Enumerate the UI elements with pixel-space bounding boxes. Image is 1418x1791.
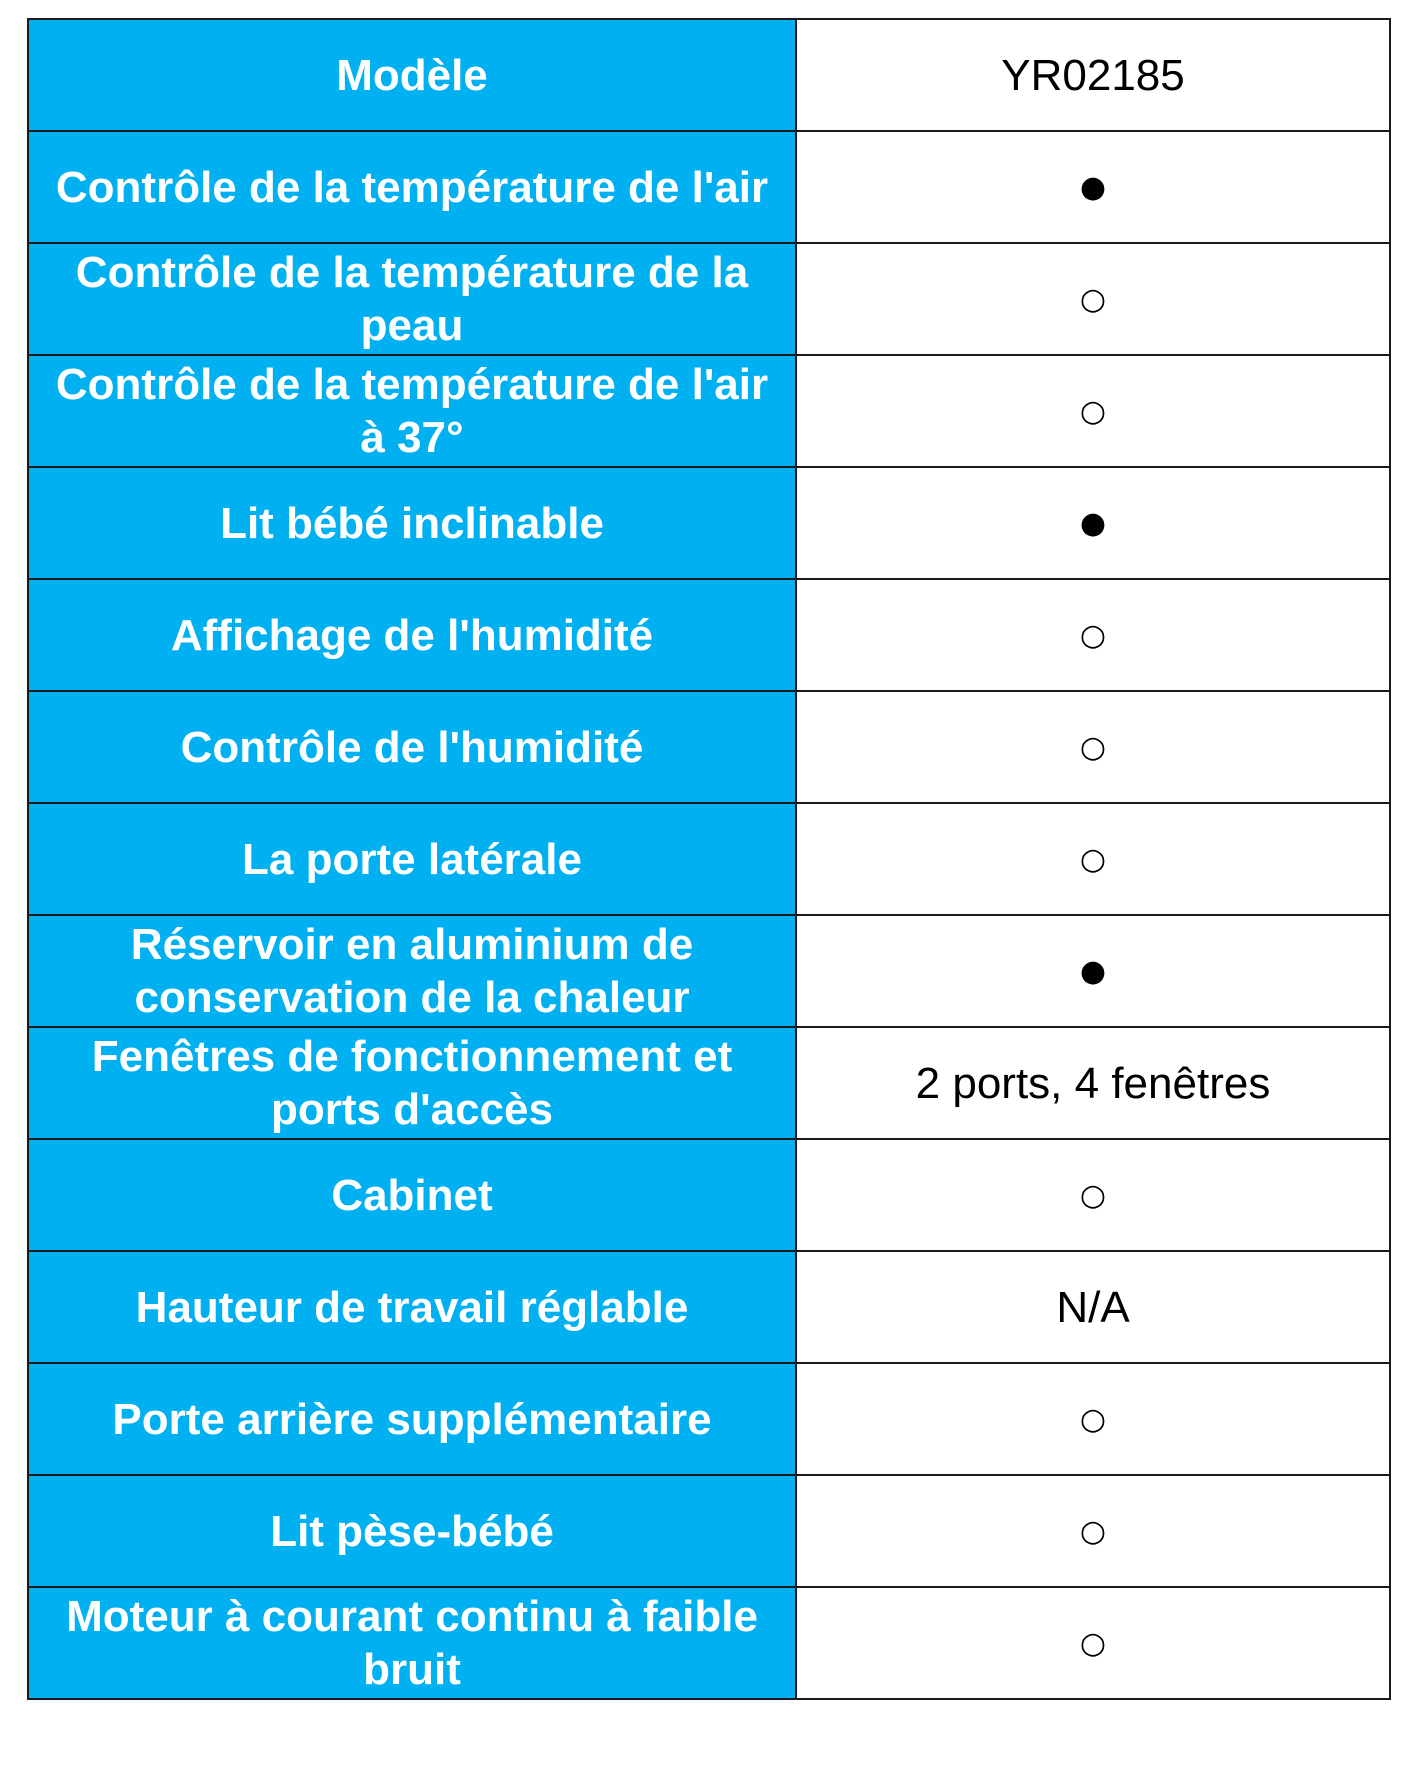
- spec-value-indicator: ○: [796, 1587, 1390, 1699]
- table-row: [28, 1027, 1390, 1139]
- spec-value-indicator: ○: [796, 1139, 1390, 1251]
- spec-label: Porte arrière supplémentaire: [28, 1363, 796, 1475]
- spec-value-indicator: ○: [796, 243, 1390, 355]
- spec-value-indicator: ●: [796, 131, 1390, 243]
- spec-value-indicator: ●: [796, 915, 1390, 1027]
- spec-label: Lit pèse-bébé: [28, 1475, 796, 1587]
- spec-value: N/A: [796, 1251, 1390, 1363]
- spec-label: Réservoir en aluminium de conservation de la chaleur: [28, 915, 796, 1027]
- spec-value-indicator: ○: [796, 1363, 1390, 1475]
- spec-value-indicator: ○: [796, 1475, 1390, 1587]
- table-row: [28, 243, 1390, 355]
- spec-label: Moteur à courant continu à faible bruit: [28, 1587, 796, 1699]
- table-row: [28, 915, 1390, 1027]
- spec-value-indicator: ○: [796, 803, 1390, 915]
- spec-label: Modèle: [28, 19, 796, 131]
- spec-value: 2 ports, 4 fenêtres: [796, 1027, 1390, 1139]
- spec-label: Contrôle de la température de la peau: [28, 243, 796, 355]
- spec-value-indicator: ●: [796, 467, 1390, 579]
- spec-label: Cabinet: [28, 1139, 796, 1251]
- table-row: [28, 579, 1390, 691]
- table-row: [28, 131, 1390, 243]
- table-row: [28, 1587, 1390, 1699]
- table-row: [28, 691, 1390, 803]
- spec-label: Contrôle de la température de l'air à 37°: [28, 355, 796, 467]
- spec-value-indicator: ○: [796, 355, 1390, 467]
- spec-value-indicator: ○: [796, 579, 1390, 691]
- spec-label: Hauteur de travail réglable: [28, 1251, 796, 1363]
- spec-table: [27, 18, 1391, 1700]
- table-row: [28, 19, 1390, 131]
- table-row: [28, 1251, 1390, 1363]
- spec-label: Lit bébé inclinable: [28, 467, 796, 579]
- table-row: [28, 1475, 1390, 1587]
- spec-label: Contrôle de la température de l'air: [28, 131, 796, 243]
- table-row: [28, 467, 1390, 579]
- table-row: [28, 803, 1390, 915]
- spec-label: Contrôle de l'humidité: [28, 691, 796, 803]
- spec-table-body: [28, 19, 1390, 1699]
- table-row: [28, 1139, 1390, 1251]
- spec-label: Fenêtres de fonctionnement et ports d'accès: [28, 1027, 796, 1139]
- spec-label: Affichage de l'humidité: [28, 579, 796, 691]
- table-row: [28, 1363, 1390, 1475]
- spec-value: YR02185: [796, 19, 1390, 131]
- spec-value-indicator: ○: [796, 691, 1390, 803]
- table-row: [28, 355, 1390, 467]
- spec-label: La porte latérale: [28, 803, 796, 915]
